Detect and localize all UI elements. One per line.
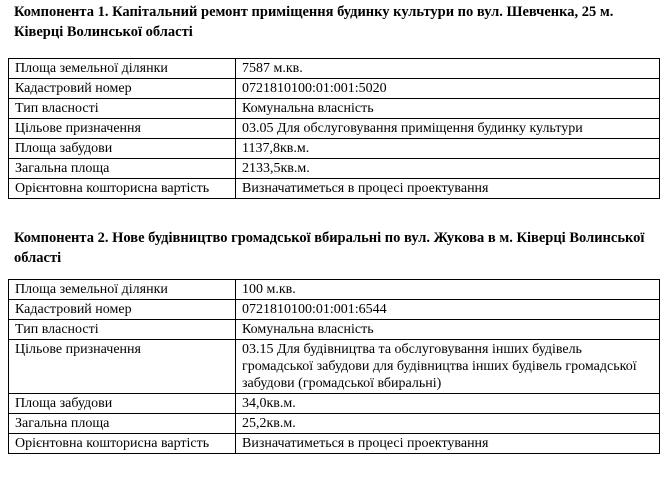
table-row xyxy=(9,59,660,79)
table-row xyxy=(9,340,660,394)
table-row xyxy=(9,434,660,454)
row-label-total-area: Загальна площа xyxy=(9,159,236,179)
table-row xyxy=(9,394,660,414)
table-row xyxy=(9,179,660,199)
table-row xyxy=(9,119,660,139)
table-row xyxy=(9,139,660,159)
row-value-cadastral-number: 0721810100:01:001:6544 xyxy=(236,300,660,320)
row-value-total-area: 25,2кв.м. xyxy=(236,414,660,434)
row-value-land-area: 7587 м.кв. xyxy=(236,59,660,79)
row-label-estimated-cost: Орієнтовна кошторисна вартість xyxy=(9,179,236,199)
row-label-ownership-type: Тип власності xyxy=(9,320,236,340)
table-row xyxy=(9,99,660,119)
row-value-purpose: 03.15 Для будівництва та обслуговування інших будівель громадської забудови для будівництва інших будівель громадської забудови (громадської вбиральні) xyxy=(236,340,660,394)
table-row xyxy=(9,280,660,300)
component-2-heading: Компонента 2. Нове будівництво громадської вбиральні по вул. Жукова в м. Ківерці Волинської області xyxy=(14,230,645,266)
row-label-total-area: Загальна площа xyxy=(9,414,236,434)
row-label-built-area: Площа забудови xyxy=(9,139,236,159)
row-label-land-area: Площа земельної ділянки xyxy=(9,280,236,300)
row-value-built-area: 1137,8кв.м. xyxy=(236,139,660,159)
table-row xyxy=(9,159,660,179)
component-1-table xyxy=(8,58,660,199)
row-value-built-area: 34,0кв.м. xyxy=(236,394,660,414)
table-row xyxy=(9,320,660,340)
row-label-estimated-cost: Орієнтовна кошторисна вартість xyxy=(9,434,236,454)
table-row xyxy=(9,414,660,434)
row-value-purpose: 03.05 Для обслуговування приміщення будинку культури xyxy=(236,119,660,139)
row-value-estimated-cost: Визначатиметься в процесі проектування xyxy=(236,434,660,454)
row-label-purpose: Цільове призначення xyxy=(9,119,236,139)
component-1-heading: Компонента 1. Капітальний ремонт приміщення будинку культури по вул. Шевченка, 25 м. Ківерці Волинської області xyxy=(14,4,614,40)
row-value-total-area: 2133,5кв.м. xyxy=(236,159,660,179)
row-label-purpose: Цільове призначення xyxy=(9,340,236,394)
row-label-built-area: Площа забудови xyxy=(9,394,236,414)
row-value-ownership-type: Комунальна власність xyxy=(236,99,660,119)
component-2-table xyxy=(8,279,660,454)
table-row xyxy=(9,300,660,320)
row-value-estimated-cost: Визначатиметься в процесі проектування xyxy=(236,179,660,199)
row-label-cadastral-number: Кадастровий номер xyxy=(9,300,236,320)
row-value-ownership-type: Комунальна власність xyxy=(236,320,660,340)
row-label-cadastral-number: Кадастровий номер xyxy=(9,79,236,99)
row-value-land-area: 100 м.кв. xyxy=(236,280,660,300)
table-row xyxy=(9,79,660,99)
row-label-ownership-type: Тип власності xyxy=(9,99,236,119)
row-label-land-area: Площа земельної ділянки xyxy=(9,59,236,79)
row-value-cadastral-number: 0721810100:01:001:5020 xyxy=(236,79,660,99)
